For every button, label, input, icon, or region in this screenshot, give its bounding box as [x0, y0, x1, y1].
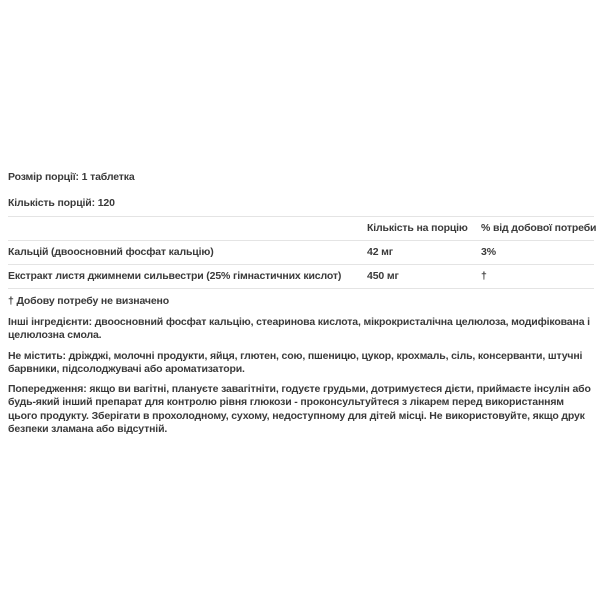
ingredient-daily-value: 3%: [481, 240, 594, 264]
supplement-facts-section: [8, 171, 597, 437]
does-not-contain-text: Не містить: дріжджі, молочні продукти, яйця, глютен, сою, пшеницю, цукор, крохмаль, сіль, консерванти, штучні барвники, підсолоджувачі або ароматизатори.: [8, 349, 583, 375]
table-header-daily-value: % від добової потреби: [481, 216, 594, 240]
ingredient-amount: 42 мг: [367, 240, 481, 264]
other-ingredients-text: Інші інгредієнти: двоосновний фосфат кальцію, стеаринова кислота, мікрокристалічна целюлоза, модифікована і целюлозна смола.: [8, 315, 590, 341]
supplement-facts-table: [8, 216, 597, 289]
ingredient-name: Кальцій (двоосновний фосфат кальцію): [8, 240, 367, 264]
table-header-amount-per-serving: Кількість на порцію: [367, 216, 481, 240]
table-row: [8, 240, 594, 264]
servings-per-container-text: Кількість порцій: 120: [8, 197, 115, 209]
ingredient-name: Екстракт листя джимнеми сильвестри (25% гімнастичних кислот): [8, 264, 367, 288]
ingredient-daily-value: †: [481, 264, 594, 288]
serving-size-text: Розмір порції: 1 таблетка: [8, 171, 135, 183]
table-header-row: [8, 216, 594, 240]
table-header-ingredient: [8, 216, 367, 240]
warning-text: Попередження: якщо ви вагітні, плануєте завагітніти, годуєте грудьми, дотримуєтеся дієти, приймаєте інсулін або будь-який інший препарат для контролю рівня глюкози - проконсультуйтеся з лікарем перед використанням цього продукту. Зберігати в прохолодному, сухому, недоступному для дітей місці. Не використовуйте, якщо друк безпеки зламана або відсутній.: [8, 382, 591, 435]
table-row: [8, 264, 594, 288]
daily-value-footnote: † Добову потребу не визначено: [8, 295, 169, 307]
ingredient-amount: 450 мг: [367, 264, 481, 288]
